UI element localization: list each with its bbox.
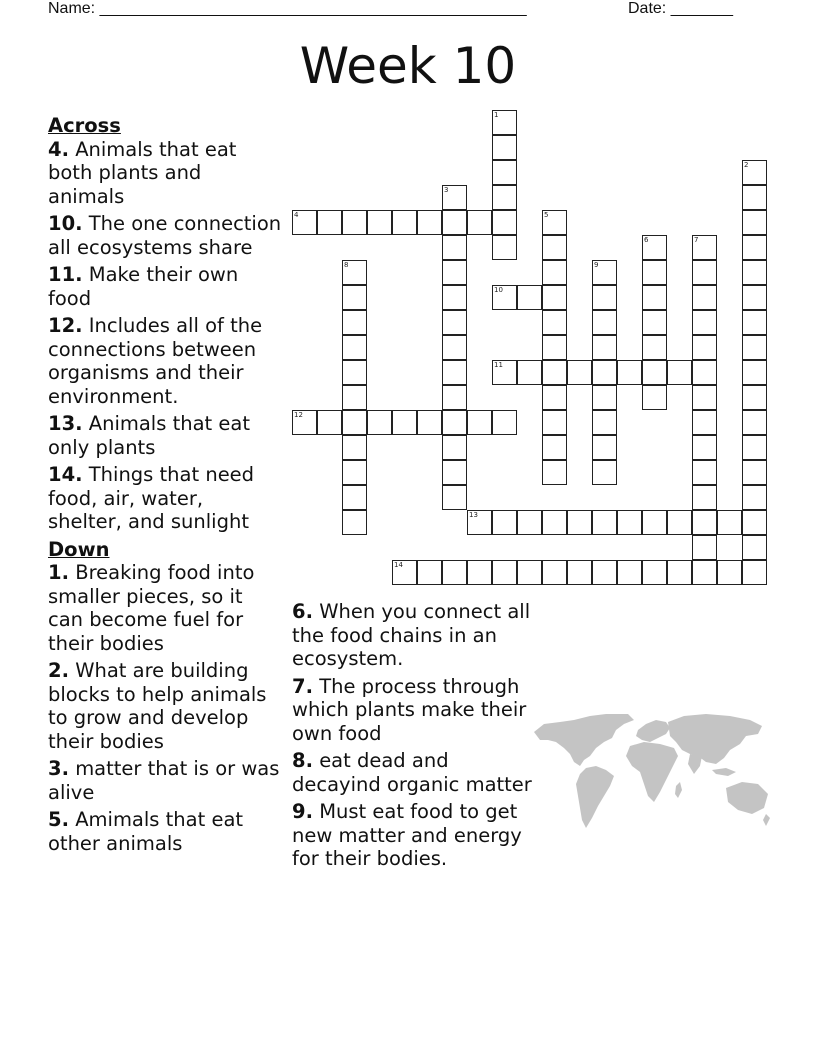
grid-cell[interactable]: [492, 135, 517, 160]
grid-cell[interactable]: [492, 235, 517, 260]
grid-cell[interactable]: [492, 560, 517, 585]
asia-shape: [668, 714, 762, 764]
grid-cell[interactable]: [742, 335, 767, 360]
grid-cell[interactable]: [692, 335, 717, 360]
grid-cell[interactable]: [692, 560, 717, 585]
grid-cell[interactable]: [592, 360, 617, 385]
grid-cell[interactable]: [442, 310, 467, 335]
grid-cell[interactable]: [542, 410, 567, 435]
grid-cell[interactable]: [342, 210, 367, 235]
grid-cell[interactable]: [442, 560, 467, 585]
clue-number: 8.: [292, 749, 313, 772]
grid-cell[interactable]: [542, 260, 567, 285]
cell-number: 12: [294, 411, 303, 419]
grid-cell[interactable]: [692, 485, 717, 510]
grid-cell[interactable]: [642, 560, 667, 585]
grid-cell[interactable]: [692, 435, 717, 460]
grid-cell[interactable]: [292, 210, 317, 235]
across-clue-14: [48, 463, 283, 534]
grid-cell[interactable]: [667, 560, 692, 585]
clue-text: eat dead and decayind organic matter: [292, 749, 532, 796]
grid-cell[interactable]: [417, 210, 442, 235]
grid-cell[interactable]: [342, 360, 367, 385]
grid-cell[interactable]: [742, 535, 767, 560]
grid-cell[interactable]: [517, 510, 542, 535]
grid-cell[interactable]: [692, 360, 717, 385]
grid-cell[interactable]: [342, 285, 367, 310]
grid-cell[interactable]: [592, 460, 617, 485]
cell-number: 8: [344, 261, 349, 269]
grid-cell[interactable]: [642, 260, 667, 285]
grid-cell[interactable]: [692, 310, 717, 335]
grid-cell[interactable]: [517, 560, 542, 585]
grid-cell[interactable]: [342, 435, 367, 460]
grid-cell[interactable]: [492, 110, 517, 135]
grid-cell[interactable]: [642, 285, 667, 310]
across-clue-4: [48, 138, 283, 209]
grid-cell[interactable]: [492, 360, 517, 385]
across-clue-10: [48, 212, 283, 259]
down-clue-6: [292, 600, 532, 671]
grid-cell[interactable]: [442, 260, 467, 285]
clue-number: 14.: [48, 463, 83, 486]
grid-cell[interactable]: [342, 335, 367, 360]
grid-cell[interactable]: [742, 235, 767, 260]
grid-cell[interactable]: [442, 435, 467, 460]
grid-cell[interactable]: [692, 535, 717, 560]
grid-cell[interactable]: [542, 560, 567, 585]
grid-cell[interactable]: [742, 485, 767, 510]
india-shape: [688, 754, 702, 774]
grid-cell[interactable]: [592, 260, 617, 285]
grid-cell[interactable]: [442, 235, 467, 260]
cell-number: 13: [469, 511, 478, 519]
grid-cell[interactable]: [742, 160, 767, 185]
grid-cell[interactable]: [692, 410, 717, 435]
grid-cell[interactable]: [542, 360, 567, 385]
grid-cell[interactable]: [742, 260, 767, 285]
south-america-shape: [576, 766, 614, 828]
clue-text: Must eat food to get new matter and energy for their bodies.: [292, 800, 522, 870]
grid-cell[interactable]: [492, 510, 517, 535]
grid-cell[interactable]: [442, 410, 467, 435]
grid-cell[interactable]: [442, 210, 467, 235]
australia-shape: [726, 782, 768, 814]
cell-number: 3: [444, 186, 449, 194]
grid-cell[interactable]: [617, 560, 642, 585]
clue-text: The one connection all ecosystems share: [48, 212, 282, 259]
grid-cell[interactable]: [592, 285, 617, 310]
cell-number: 9: [594, 261, 599, 269]
world-map-icon: [530, 710, 770, 840]
grid-cell[interactable]: [442, 460, 467, 485]
grid-cell[interactable]: [567, 560, 592, 585]
down-heading: Down: [48, 537, 110, 561]
grid-cell[interactable]: [342, 460, 367, 485]
clue-column-left: [48, 114, 283, 859]
grid-cell[interactable]: [392, 210, 417, 235]
clue-text: Make their own food: [48, 263, 239, 310]
date-field[interactable]: Date: _______: [628, 0, 733, 17]
world-map-shapes: [534, 714, 770, 828]
cell-number: 7: [694, 236, 699, 244]
grid-cell[interactable]: [742, 310, 767, 335]
grid-cell[interactable]: [392, 410, 417, 435]
grid-cell[interactable]: [542, 435, 567, 460]
clue-text: Includes all of the connections between organisms and their environment.: [48, 314, 263, 408]
grid-cell[interactable]: [542, 385, 567, 410]
grid-cell[interactable]: [692, 385, 717, 410]
cell-number: 14: [394, 561, 403, 569]
clue-text: Things that need food, air, water, shelter, and sunlight: [48, 463, 255, 533]
grid-cell[interactable]: [717, 510, 742, 535]
grid-cell[interactable]: [742, 510, 767, 535]
grid-cell[interactable]: [342, 260, 367, 285]
cell-number: 11: [494, 361, 503, 369]
down-clue-5: [48, 808, 283, 855]
clue-text: Animals that eat only plants: [48, 412, 250, 459]
grid-cell[interactable]: [592, 560, 617, 585]
grid-cell[interactable]: [492, 410, 517, 435]
grid-cell[interactable]: [667, 510, 692, 535]
grid-cell[interactable]: [692, 260, 717, 285]
grid-cell[interactable]: [692, 285, 717, 310]
grid-cell[interactable]: [517, 285, 542, 310]
across-heading: Across: [48, 114, 121, 137]
grid-cell[interactable]: [667, 360, 692, 385]
grid-cell[interactable]: [542, 285, 567, 310]
clue-text: The process through which plants make their own food: [292, 674, 527, 745]
across-clue-13: [48, 412, 283, 459]
grid-cell[interactable]: [442, 485, 467, 510]
grid-cell[interactable]: [367, 410, 392, 435]
africa-shape: [626, 742, 678, 802]
grid-cell[interactable]: [442, 360, 467, 385]
grid-cell[interactable]: [742, 210, 767, 235]
grid-cell[interactable]: [542, 210, 567, 235]
clue-text: Breaking food into smaller pieces, so it can become fuel for their bodies: [48, 561, 255, 655]
grid-cell[interactable]: [292, 410, 317, 435]
grid-cell[interactable]: [642, 310, 667, 335]
down-clue-3: [48, 757, 283, 804]
north-america-shape: [534, 714, 634, 766]
grid-cell[interactable]: [692, 235, 717, 260]
grid-cell[interactable]: [742, 560, 767, 585]
grid-cell[interactable]: [492, 185, 517, 210]
grid-cell[interactable]: [442, 185, 467, 210]
indonesia-shape: [712, 768, 736, 776]
europe-shape: [636, 720, 670, 742]
grid-cell[interactable]: [467, 410, 492, 435]
grid-cell[interactable]: [742, 285, 767, 310]
grid-cell[interactable]: [517, 360, 542, 385]
clue-number: 3.: [48, 757, 69, 780]
grid-cell[interactable]: [417, 560, 442, 585]
grid-cell[interactable]: [492, 285, 517, 310]
clue-text: What are building blocks to help animals to grow and develop their bodies: [48, 659, 267, 753]
clue-number: 7.: [292, 674, 313, 698]
clue-number: 5.: [48, 808, 69, 831]
grid-cell[interactable]: [742, 185, 767, 210]
grid-cell[interactable]: [742, 360, 767, 385]
grid-cell[interactable]: [467, 560, 492, 585]
grid-cell[interactable]: [592, 335, 617, 360]
grid-cell[interactable]: [492, 210, 517, 235]
grid-cell[interactable]: [542, 335, 567, 360]
grid-cell[interactable]: [492, 160, 517, 185]
grid-cell[interactable]: [617, 510, 642, 535]
grid-cell[interactable]: [442, 335, 467, 360]
clue-text: matter that is or was alive: [48, 757, 280, 804]
clue-number: 12.: [48, 314, 83, 337]
down-clue-8: [292, 749, 532, 796]
grid-cell[interactable]: [417, 410, 442, 435]
grid-cell[interactable]: [342, 310, 367, 335]
grid-cell[interactable]: [542, 510, 567, 535]
clue-text: When you connect all the food chains in an ecosystem.: [292, 600, 531, 670]
grid-cell[interactable]: [542, 460, 567, 485]
grid-cell[interactable]: [742, 410, 767, 435]
down-clue-2: [48, 659, 283, 753]
cell-number: 10: [494, 286, 503, 294]
grid-cell[interactable]: [592, 410, 617, 435]
grid-cell[interactable]: [642, 385, 667, 410]
grid-cell[interactable]: [392, 560, 417, 585]
grid-cell[interactable]: [742, 460, 767, 485]
cell-number: 4: [294, 211, 299, 219]
cell-number: 2: [744, 161, 749, 169]
grid-cell[interactable]: [692, 510, 717, 535]
cell-number: 5: [544, 211, 549, 219]
clue-number: 4.: [48, 137, 69, 161]
grid-cell[interactable]: [642, 235, 667, 260]
grid-cell[interactable]: [542, 235, 567, 260]
grid-cell[interactable]: [642, 510, 667, 535]
grid-cell[interactable]: [567, 510, 592, 535]
grid-cell[interactable]: [717, 560, 742, 585]
clue-number: 13.: [48, 412, 83, 435]
new-zealand-shape: [763, 814, 770, 826]
page-title: Week 10: [299, 37, 517, 95]
grid-cell[interactable]: [342, 410, 367, 435]
grid-cell[interactable]: [642, 360, 667, 385]
grid-cell[interactable]: [592, 385, 617, 410]
cell-number: 6: [644, 236, 649, 244]
down-clue-9: [292, 800, 532, 871]
grid-cell[interactable]: [467, 510, 492, 535]
clue-number: 11.: [48, 263, 83, 286]
clue-column-right: [292, 600, 532, 875]
down-clue-7: [292, 675, 532, 746]
grid-cell[interactable]: [742, 385, 767, 410]
clue-number: 10.: [48, 212, 83, 235]
name-field[interactable]: Name: ________________________________________________: [48, 0, 527, 17]
grid-cell[interactable]: [367, 210, 392, 235]
down-clue-1: [48, 561, 283, 655]
grid-cell[interactable]: [617, 360, 642, 385]
grid-cell[interactable]: [467, 210, 492, 235]
grid-cell[interactable]: [442, 285, 467, 310]
grid-cell[interactable]: [342, 510, 367, 535]
clue-number: 6.: [292, 600, 313, 623]
clue-number: 9.: [292, 800, 313, 823]
across-clue-11: [48, 263, 283, 310]
across-clue-12: [48, 314, 283, 408]
grid-cell[interactable]: [692, 460, 717, 485]
grid-cell[interactable]: [542, 310, 567, 335]
grid-cell[interactable]: [442, 385, 467, 410]
grid-cell[interactable]: [592, 310, 617, 335]
grid-cell[interactable]: [642, 335, 667, 360]
grid-cell[interactable]: [567, 360, 592, 385]
clue-number: 1.: [48, 561, 69, 584]
grid-cell[interactable]: [342, 385, 367, 410]
grid-cell[interactable]: [742, 435, 767, 460]
grid-cell[interactable]: [342, 485, 367, 510]
madagascar-shape: [675, 782, 682, 798]
clue-text: Animals that eat both plants and animals: [48, 137, 237, 208]
clue-number: 2.: [48, 659, 69, 682]
cell-number: 1: [494, 111, 499, 119]
grid-cell[interactable]: [592, 435, 617, 460]
clue-text: Amimals that eat other animals: [48, 808, 244, 855]
grid-cell[interactable]: [592, 510, 617, 535]
grid-cell[interactable]: [317, 410, 342, 435]
grid-cell[interactable]: [317, 210, 342, 235]
